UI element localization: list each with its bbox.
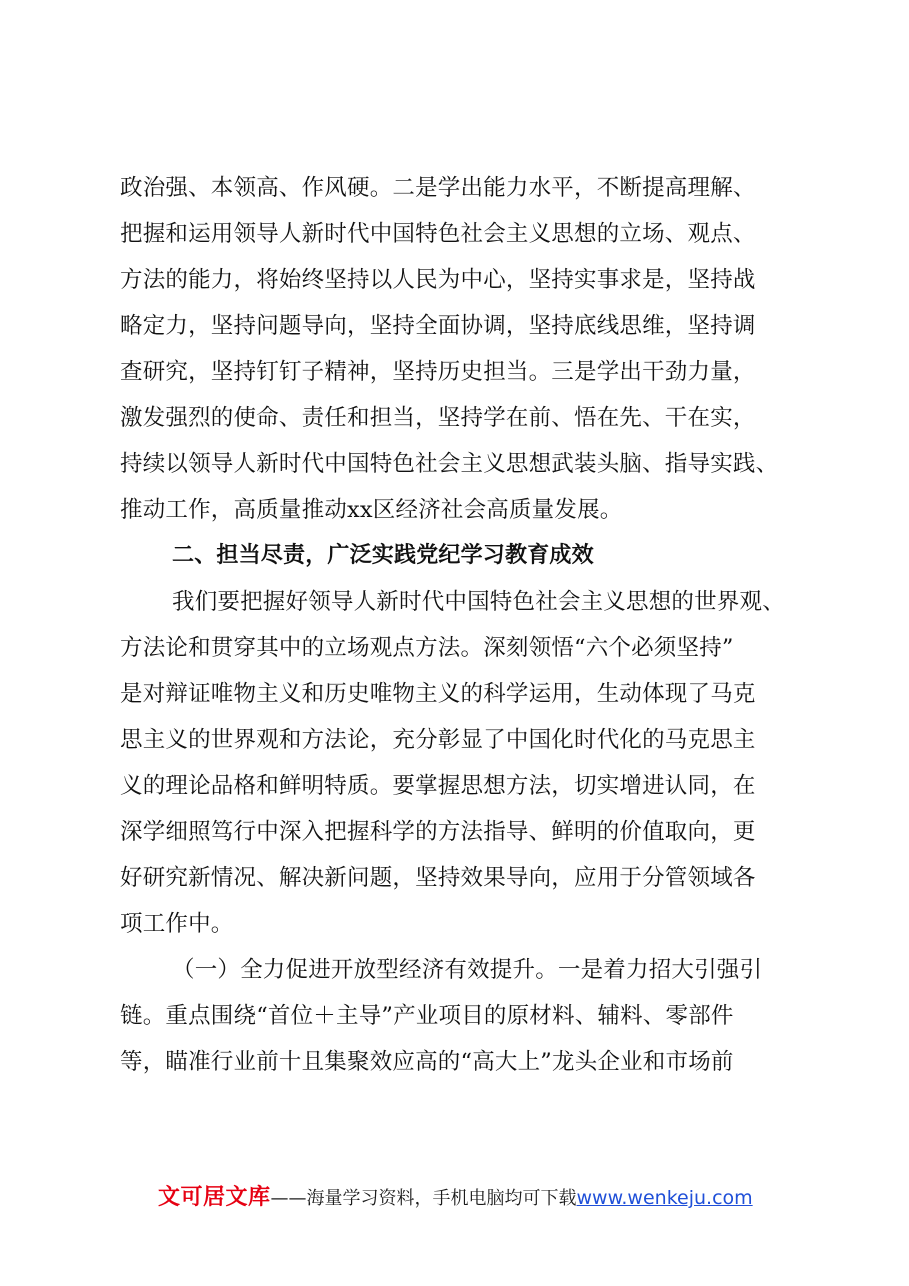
body-line: 深学细照笃行中深入把握科学的方法指导、鲜明的价值取向，更 [120, 819, 756, 845]
body-line: 持续以领导人新时代中国特色社会主义思想武装头脑、指导实践、 [120, 451, 779, 477]
body-line: 项工作中。 [120, 911, 234, 937]
body-line: 略定力，坚持问题导向，坚持全面协调，坚持底线思维，坚持调 [120, 313, 756, 339]
document-body [120, 165, 800, 1085]
body-line: 义的理论品格和鲜明特质。要掌握思想方法，切实增进认同，在 [120, 773, 756, 799]
body-line: 思主义的世界观和方法论，充分彰显了中国化时代化的马克思主 [120, 727, 756, 753]
body-line: 方法论和贯穿其中的立场观点方法。深刻领悟“六个必须坚持” [120, 635, 734, 661]
body-line: 查研究，坚持钉钉子精神，坚持历史担当。三是学出干劲力量， [120, 359, 756, 385]
body-line: 激发强烈的使命、责任和担当，坚持学在前、悟在先、干在实， [120, 405, 756, 431]
footer-site-link[interactable]: www.wenkeju.com [576, 1187, 753, 1209]
body-line: 等，瞄准行业前十且集聚效应高的“高大上”龙头企业和市场前 [120, 1049, 734, 1075]
body-line: 我们要把握好领导人新时代中国特色社会主义思想的世界观、 [172, 589, 785, 615]
footer-brand: 文可居文库 [158, 1185, 271, 1210]
body-line: 政治强、本领高、作风硬。二是学出能力水平，不断提高理解、 [120, 175, 756, 201]
body-line: 是对辩证唯物主义和历史唯物主义的科学运用，生动体现了马克 [120, 681, 756, 707]
footer-tagline: ——海量学习资料，手机电脑均可下载 [270, 1188, 577, 1209]
body-line: 好研究新情况、解决新问题，坚持效果导向，应用于分管领域各 [120, 865, 756, 891]
body-line: 把握和运用领导人新时代中国特色社会主义思想的立场、观点、 [120, 221, 756, 247]
body-line: 推动工作，高质量推动xx区经济社会高质量发展。 [120, 497, 623, 523]
body-line: 方法的能力，将始终坚持以人民为中心，坚持实事求是，坚持战 [120, 267, 756, 293]
footer-watermark [158, 1182, 753, 1214]
section-heading: 二、担当尽责，广泛实践党纪学习教育成效 [172, 543, 594, 568]
subsection-line: （一）全力促进开放型经济有效提升。一是着力招大引强引 [172, 957, 763, 983]
body-line: 链。重点围绕“首位＋主导”产业项目的原材料、辅料、零部件 [120, 1003, 734, 1029]
